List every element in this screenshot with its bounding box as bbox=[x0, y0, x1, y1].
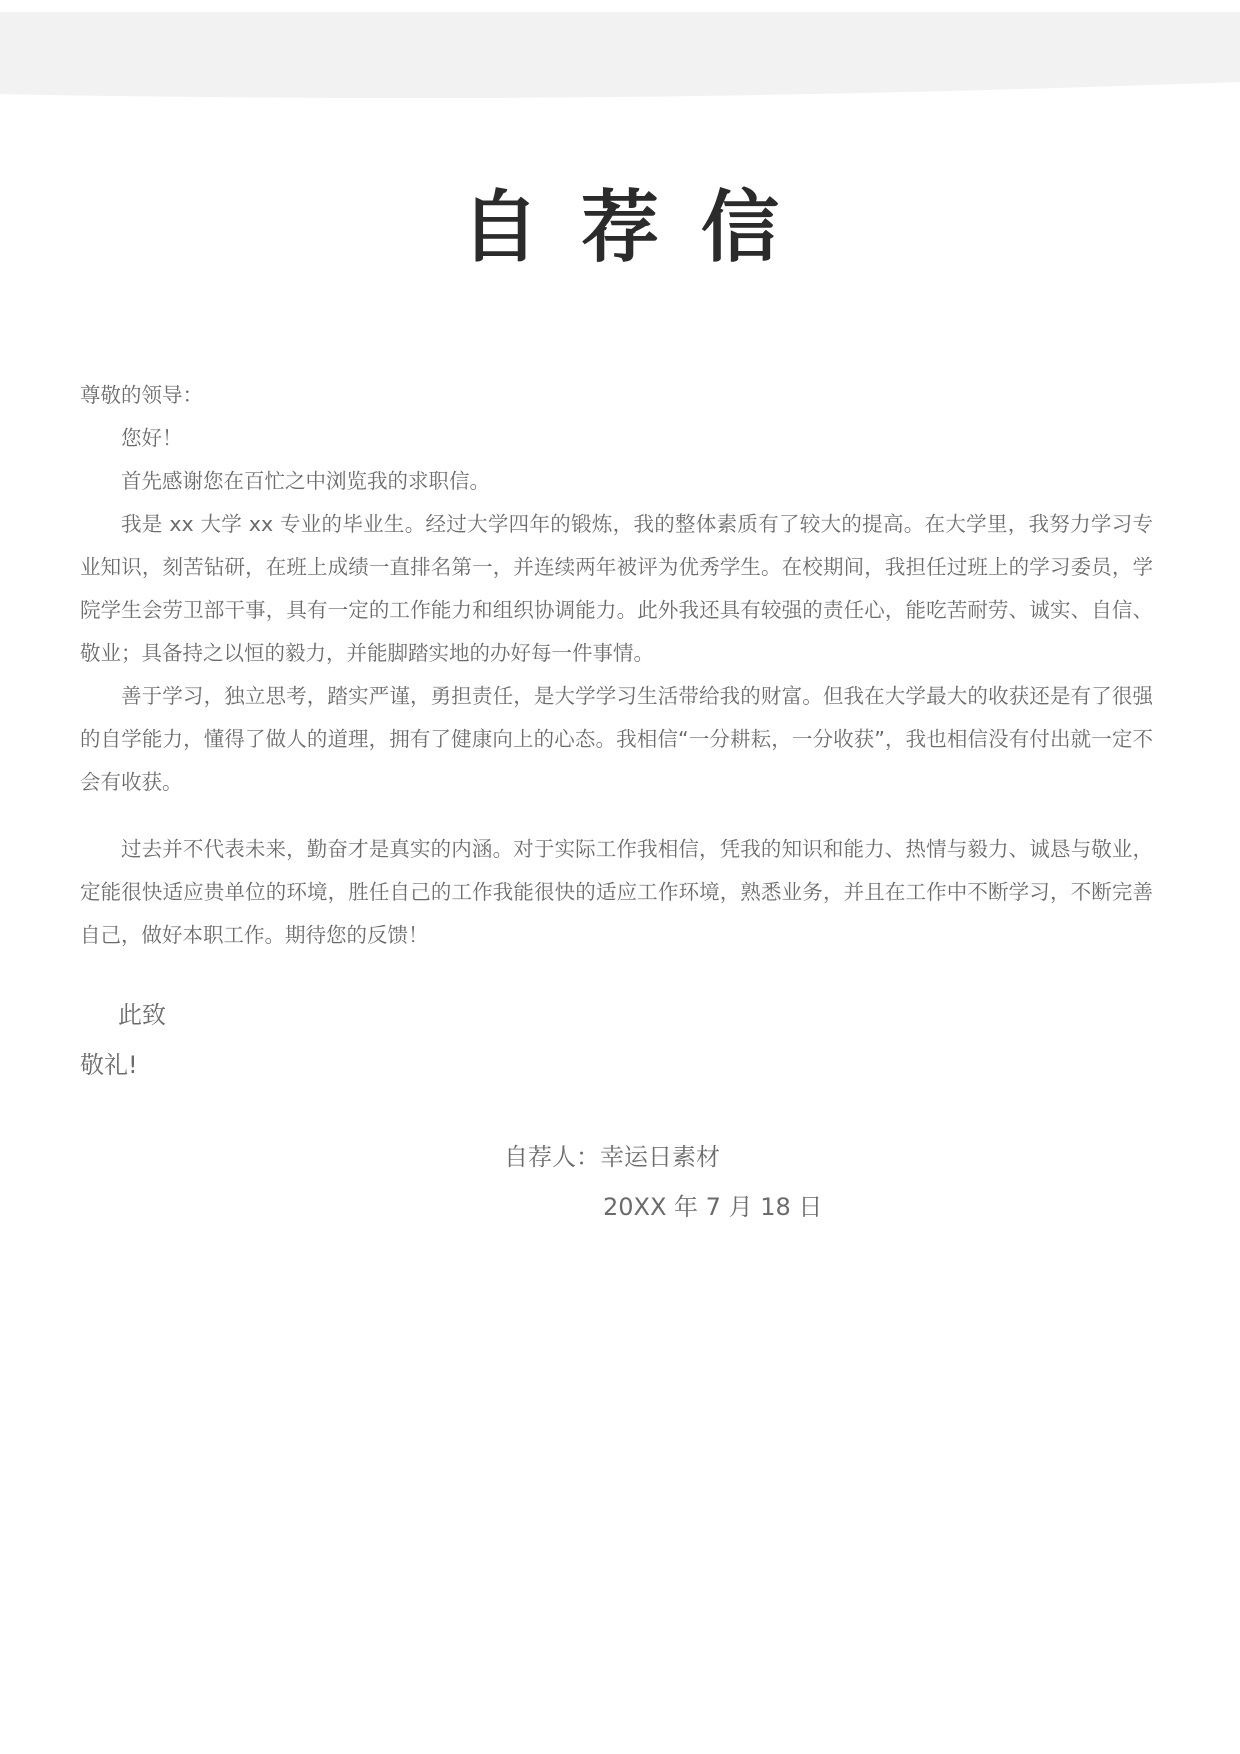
paragraph-background: 我是 xx 大学 xx 专业的毕业生。经过大学四年的锻炼，我的整体素质有了较大的提高。在大学里，我努力学习专业知识，刻苦钻研，在班上成绩一直排名第一，并连续两年被评为优秀学生。在校期间，我担任过班上的学习委员，学院学生会劳卫部干事，具有一定的工作能力和组织协调能力。此外我还具有较强的责任心，能吃苦耐劳、诚实、自信、敬业；具备持之以恒的毅力，并能脚踏实地的办好每一件事情。 bbox=[80, 512, 1153, 665]
closing-line-1: 此致 bbox=[118, 1001, 166, 1029]
salutation: 尊敬的领导： bbox=[80, 383, 203, 407]
closing-line-2: 敬礼! bbox=[80, 1051, 138, 1079]
paragraph-commitment: 过去并不代表未来，勤奋才是真实的内涵。对于实际工作我相信，凭我的知识和能力、热情与毅力、诚恳与敬业，定能很快适应贵单位的环境，胜任自己的工作我能很快的适应工作环境，熟悉业务，并且在工作中不断学习，不断完善自己，做好本职工作。期待您的反馈！ bbox=[80, 837, 1153, 947]
signature-name: 自荐人：幸运日素材 bbox=[504, 1143, 720, 1171]
paragraph-thanks: 首先感谢您在百忙之中浏览我的求职信。 bbox=[121, 469, 490, 493]
header-wave-decoration bbox=[0, 12, 1240, 98]
header-band bbox=[0, 12, 1240, 98]
signature-date: 20XX 年 7 月 18 日 bbox=[603, 1193, 823, 1221]
document-title: 自荐信 bbox=[460, 182, 821, 273]
closing bbox=[80, 990, 166, 1090]
paragraph-strengths: 善于学习，独立思考，踏实严谨，勇担责任，是大学学习生活带给我的财富。但我在大学最大的收获还是有了很强的自学能力，懂得了做人的道理，拥有了健康向上的心态。我相信“一分耕耘，一分收获”，我也相信没有付出就一定不会有收获。 bbox=[80, 684, 1153, 794]
signature-block bbox=[504, 1132, 822, 1232]
letter-body bbox=[80, 374, 1153, 957]
paragraph-greeting: 您好！ bbox=[121, 426, 183, 450]
